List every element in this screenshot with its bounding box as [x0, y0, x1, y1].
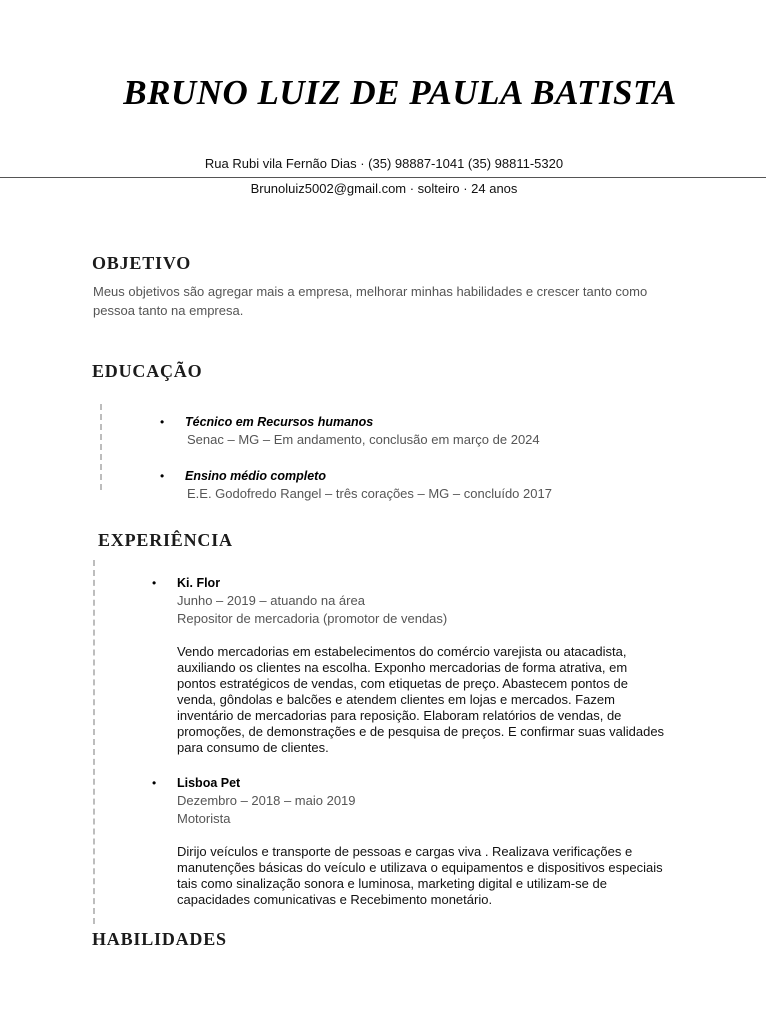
objective-text: Meus objetivos são agregar mais a empresa, melhorar minhas habilidades e crescer tanto como pessoa tanto na empresa. — [93, 284, 648, 318]
education-timeline-line — [100, 404, 102, 490]
education-item-detail: Senac – MG – Em andamento, conclusão em março de 2024 — [187, 432, 540, 447]
experience-item — [152, 775, 692, 908]
bullet-icon: • — [160, 469, 165, 483]
bullet-icon: • — [152, 576, 157, 590]
experience-description: Dirijo veículos e transporte de pessoas e cargas viva . Realizava verificações e manutenções básicas do veículo e utilizava o equipamentos e dispositivos especiais tais como sinalização sonora e luminosa, marketing digital e utilizam-se de capacidades comunicativas e Recebimento monetário. — [177, 844, 663, 907]
header-divider — [0, 177, 766, 178]
objective-heading: OBJETIVO — [92, 253, 192, 273]
experience-company: Lisboa Pet — [177, 776, 241, 790]
bullet-icon: • — [152, 776, 157, 790]
experience-company: Ki. Flor — [177, 576, 221, 590]
education-item-title: Técnico em Recursos humanos — [185, 415, 374, 429]
education-item — [160, 468, 680, 503]
experience-description: Vendo mercadorias em estabelecimentos do comércio varejista ou atacadista, auxiliando os clientes na escolha. Exponho mercadorias de forma atrativa, em pontos estratégicos de vendas, com etiquetas de preço. Abastecem pontos de venda, gôndolas e balcões e atendem clientes em lojas e mercados. Fazem inventário de mercadorias para reposição. Elaboram relatórios de vendas, de promoções, de demonstrações e de pesquisa de preços. E confirmar suas validades para consumo de clientes. — [177, 644, 665, 755]
education-heading: EDUCAÇÃO — [92, 361, 203, 381]
bullet-icon: • — [160, 415, 165, 429]
contact-address-phones: Rua Rubi vila Fernão Dias · (35) 98887-1041 (35) 98811-5320 — [204, 156, 564, 171]
experience-heading: EXPERIÊNCIA — [98, 530, 233, 550]
skills-heading: HABILIDADES — [92, 929, 227, 949]
education-item-detail: E.E. Godofredo Rangel – três corações – MG – concluído 2017 — [187, 486, 552, 501]
experience-period: Junho – 2019 – atuando na área — [177, 593, 365, 608]
experience-period: Dezembro – 2018 – maio 2019 — [177, 793, 356, 808]
experience-timeline-line — [93, 560, 95, 924]
experience-item — [152, 575, 692, 756]
candidate-name: BRUNO LUIZ DE PAULA BATISTA — [123, 73, 677, 112]
experience-role: Repositor de mercadoria (promotor de vendas) — [177, 611, 448, 626]
contact-email-status-age: Brunoluiz5002@gmail.com · solteiro · 24 anos — [250, 181, 518, 196]
experience-role: Motorista — [177, 811, 231, 826]
education-item — [160, 414, 680, 449]
education-item-title: Ensino médio completo — [185, 469, 326, 483]
